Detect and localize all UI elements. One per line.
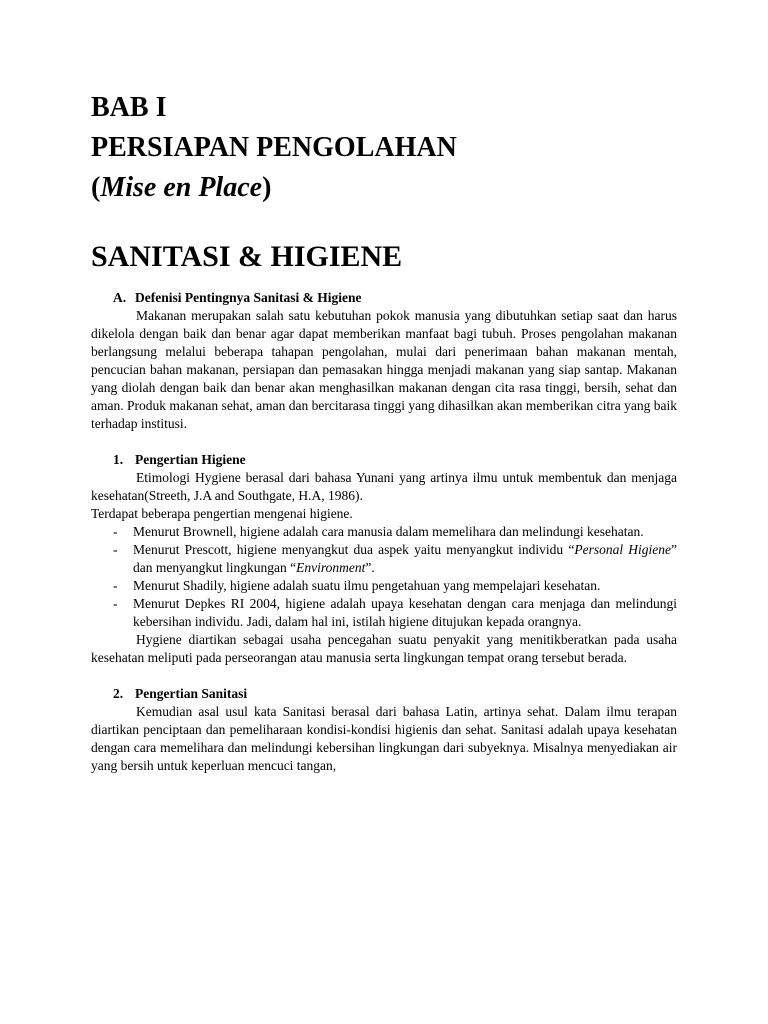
subheading-2-title: Pengertian Sanitasi [135, 686, 248, 701]
chapter-number: BAB I [91, 92, 167, 123]
paragraph-hygiene: Hygiene diartikan sebagai usaha pencegahan suatu penyakit yang menitikberatkan pada usaha kesehatan meliputi pada perseorangan atau manusia serta lingkungan tempat orang tersebut berada. [91, 632, 677, 665]
subheading-1 [91, 451, 677, 469]
subheading-a [91, 289, 677, 307]
section-title: SANITASI & HIGIENE [91, 240, 403, 273]
subheading-a-title: Defenisi Pentingnya Sanitasi & Higiene [135, 290, 362, 305]
list-item-text: Menurut Prescott, higiene menyangkut dua aspek yaitu menyangkut individu “Personal Higiene” dan menyangkut lingkungan “Environment”. [133, 542, 677, 575]
list-bullet: - [113, 542, 118, 557]
paragraph-etimologi: Etimologi Hygiene berasal dari bahasa Yunani yang artinya ilmu untuk membentuk dan menjaga kesehatan(Streeth, J.A and Southgate, H.A, 1986). [91, 470, 677, 503]
list-item-text: Menurut Shadily, higiene adalah suatu ilmu pengetahuan yang mempelajari kesehatan. [133, 578, 601, 593]
chapter-title: PERSIAPAN PENGOLAHAN [91, 132, 457, 163]
document-content [91, 88, 677, 775]
list-item [91, 523, 677, 541]
paragraph-terdapat: Terdapat beberapa pengertian mengenai higiene. [91, 506, 353, 521]
chapter-subtitle: (Mise en Place) [91, 172, 272, 203]
definition-list [91, 523, 677, 631]
list-bullet: - [113, 596, 118, 611]
subheading-2-number: 2. [113, 686, 124, 701]
list-item [91, 595, 677, 631]
subheading-2 [91, 685, 677, 703]
list-item-text: Menurut Brownell, higiene adalah cara manusia dalam memelihara dan melindungi kesehatan. [133, 524, 644, 539]
chapter-subtitle-italic: Mise en Place [100, 172, 263, 203]
subheading-a-number: A. [113, 290, 127, 305]
chapter-heading [91, 88, 677, 208]
subheading-1-number: 1. [113, 452, 124, 467]
list-bullet: - [113, 524, 118, 539]
paragraph-sanitasi: Kemudian asal usul kata Sanitasi berasal dari bahasa Latin, artinya sehat. Dalam ilmu terapan diartikan penciptaan dan pemeliharaan kondisi-kondisi higienis dan sehat. Sanitasi adalah upaya kesehatan dengan cara memelihara dan melindungi kebersihan lingkungan dari subyeknya. Misalnya menyediakan air yang bersih untuk keperluan mencuci tangan, [91, 704, 677, 773]
list-item [91, 541, 677, 577]
list-bullet: - [113, 578, 118, 593]
paragraph-intro: Makanan merupakan salah satu kebutuhan pokok manusia yang dibutuhkan setiap saat dan harus dikelola dengan baik dan benar agar dapat memberikan manfaat bagi tubuh. Proses pengolahan makanan berlangsung melalui beberapa tahapan pengolahan, mulai dari penerimaan bahan makanan mentah, pencucian bahan makanan, persiapan dan pemasakan hingga menjadi makanan yang siap santap. Makanan yang diolah dengan baik dan benar akan menghasilkan makanan dengan cita rasa tinggi, bersih, sehat dan aman. Produk makanan sehat, aman dan bercitarasa tinggi yang dihasilkan akan memberikan citra yang baik terhadap institusi. [91, 308, 677, 431]
subheading-1-title: Pengertian Higiene [135, 452, 246, 467]
list-item [91, 577, 677, 595]
list-item-text: Menurut Depkes RI 2004, higiene adalah upaya kesehatan dengan cara menjaga dan melindungi kebersihan individu. Jadi, dalam hal ini, istilah higiene ditujukan kepada orangnya. [133, 596, 677, 629]
